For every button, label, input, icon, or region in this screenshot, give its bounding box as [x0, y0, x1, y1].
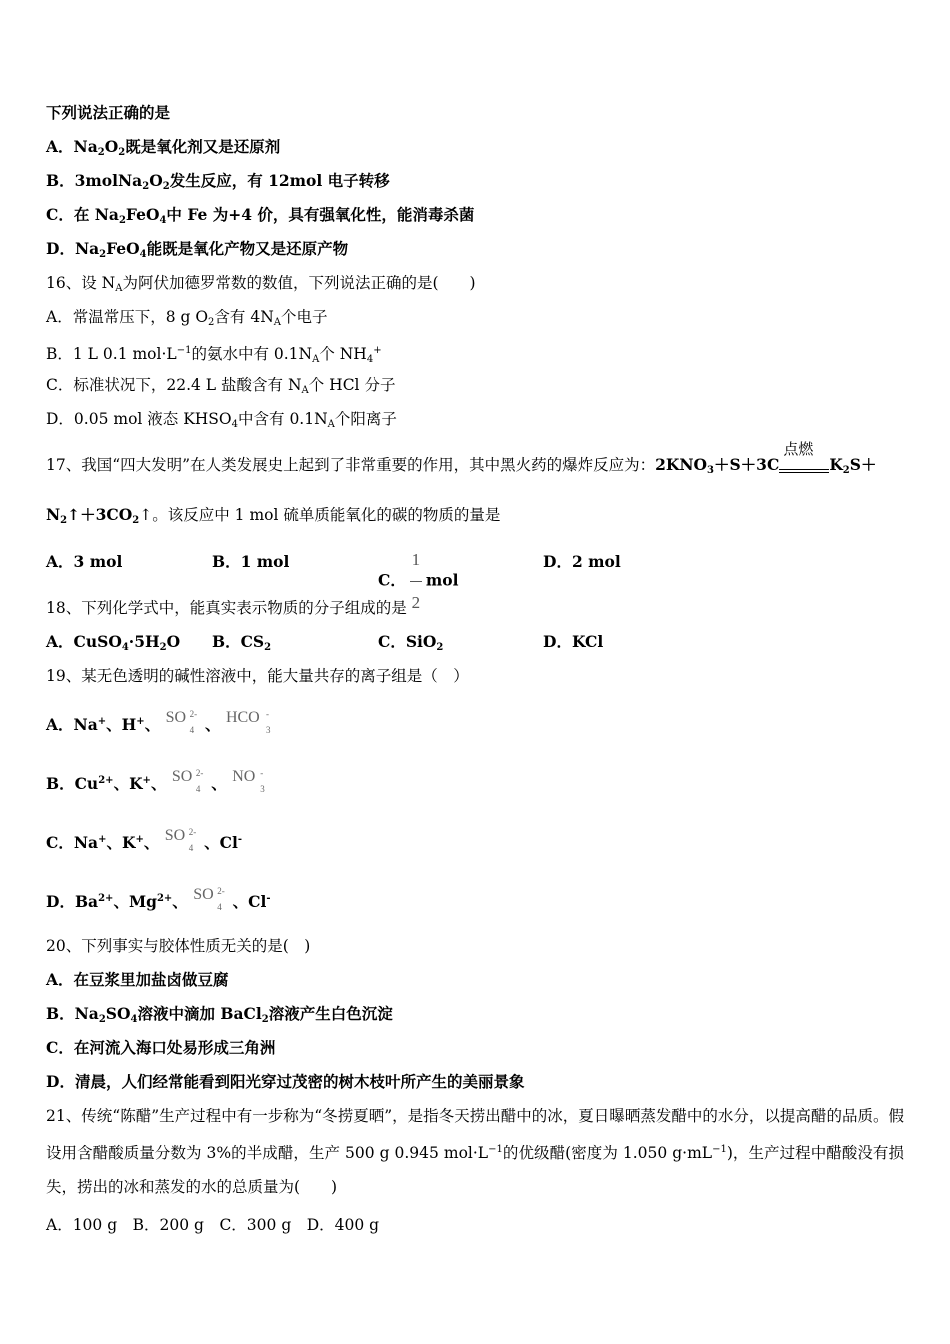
q19-option-a[interactable]: A．Na+、H+、 SO 2- 4 、 HCO - 3	[46, 712, 274, 736]
q19-stem: 19、某无色透明的碱性溶液中，能大量共存的离子组是（ ）	[46, 667, 469, 685]
q15-stem: 下列说法正确的是	[46, 103, 171, 122]
q19-option-d[interactable]: D．$Ba^{2+}$、$Mg^{2+}$、 SO 2- 4 、Cl-	[46, 886, 271, 912]
q18-stem: 18、下列化学式中，能真实表示物质的分子组成的是	[46, 599, 407, 617]
bicarbonate-ion: HCO - 3	[225, 709, 271, 735]
q18-option-b[interactable]: B．$CS_2$	[212, 632, 272, 653]
q20-option-b[interactable]: B．$Na_2SO_4$溶液中滴加 BaCl$_2$溶液产生白色沉淀	[46, 1004, 393, 1025]
q17-option-c[interactable]: C． $\frac{1}{2}$ mol	[378, 540, 458, 623]
q16-option-b[interactable]: B．1 L 0.1 $mol\cdot L^{-1}$的氨水中有 $0.1N_A$个 $NH_4^+$	[46, 345, 382, 365]
q17-option-d[interactable]: D．2 mol	[543, 552, 621, 571]
q20-option-a[interactable]: A．在豆浆里加盐卤做豆腐	[46, 970, 229, 989]
q20-option-d[interactable]: D．清晨，人们经常能看到阳光穿过茂密的树木枝叶所产生的美丽景象	[46, 1072, 525, 1091]
q20-option-c[interactable]: C．在河流入海口处易形成三角洲	[46, 1038, 276, 1057]
q19-option-c[interactable]: C．Na+、K+、 SO 2- 4 、Cl-	[46, 827, 243, 853]
q18-option-a[interactable]: A．$CuSO_4\cdot 5H_2O$	[46, 632, 181, 653]
q15-option-d[interactable]: D．$Na_2FeO_4$能既是氧化产物又是还原产物	[46, 239, 349, 260]
sulfate-ion: SO 2- 4	[193, 886, 225, 912]
q18-option-c[interactable]: C．SiO$_2$	[378, 632, 444, 653]
q17-option-b[interactable]: B．1 mol	[212, 552, 290, 571]
q15-option-b[interactable]: B．$3molNa_2O_2$发生反应，有 12mol 电子转移	[46, 171, 390, 192]
reaction-arrow-ignite: 点燃	[779, 461, 829, 481]
q15-option-a[interactable]: A．$Na_2O_2$既是氧化剂又是还原剂	[46, 137, 281, 158]
q16-option-a[interactable]: A．常温常压下，8 g $O_2$含有 $4N_A$个电子	[46, 308, 328, 328]
q16-option-d[interactable]: D．0.05 mol 液态 $KHSO_4$中含有 $0.1N_A$个阳离子	[46, 410, 397, 430]
sulfate-ion: SO 2- 4	[171, 768, 204, 794]
q21-options[interactable]: A．100 g B．200 g C．300 g D．400 g	[46, 1216, 380, 1234]
q21-stem: 21、传统“陈醋”生产过程中有一步称为“冬捞夏晒”，是指冬天捞出醋中的冰，夏日曝晒蒸发醋中的水分，以提高醋的品质。假设用含醋酸质量分数为 3%的半成醋，生产 500 g 0.945 $mol\cdot L^{-1}$的优级醋(密度为 1.050 $g\cdot mL^{-1}$)，生产过程中醋酸没有损失，捞出的冰和蒸发的水的总质量为( )	[46, 1107, 904, 1196]
q17-stem-line2: $N_2↑+3CO_2↑$。该反应中 1 mol 硫单质能氧化的碳的物质的量是	[46, 505, 501, 526]
sulfate-ion: SO 2- 4	[165, 709, 198, 735]
nitrate-ion: NO - 3	[232, 768, 265, 794]
q15-option-c[interactable]: C．在 $Na_2FeO_4$中 Fe 为+4 价，具有强氧化性，能消毒杀菌	[46, 205, 475, 226]
q20-stem: 20、下列事实与胶体性质无关的是( )	[46, 937, 311, 955]
q16-option-c[interactable]: C．标准状况下，22.4 L 盐酸含有 $N_A$个 HCl 分子	[46, 376, 396, 396]
q17-option-a[interactable]: A．3 mol	[46, 552, 123, 571]
fraction-one-half: $\frac{1}{2}$	[411, 550, 421, 612]
q17-stem: 17、我国“四大发明”在人类发展史上起到了非常重要的作用，其中黑火药的爆炸反应为：$2KNO_3+S+3C$ 点燃 $K_2S+$	[46, 455, 876, 481]
q18-option-d[interactable]: D．KCl	[543, 632, 604, 651]
q16-stem: 16、设 $N_A$为阿伏加德罗常数的数值，下列说法正确的是( )	[46, 274, 476, 294]
sulfate-ion: SO 2- 4	[164, 827, 197, 853]
q19-option-b[interactable]: B．$Cu^{2+}$、K+、 SO 2- 4 、 NO - 3	[46, 771, 270, 795]
